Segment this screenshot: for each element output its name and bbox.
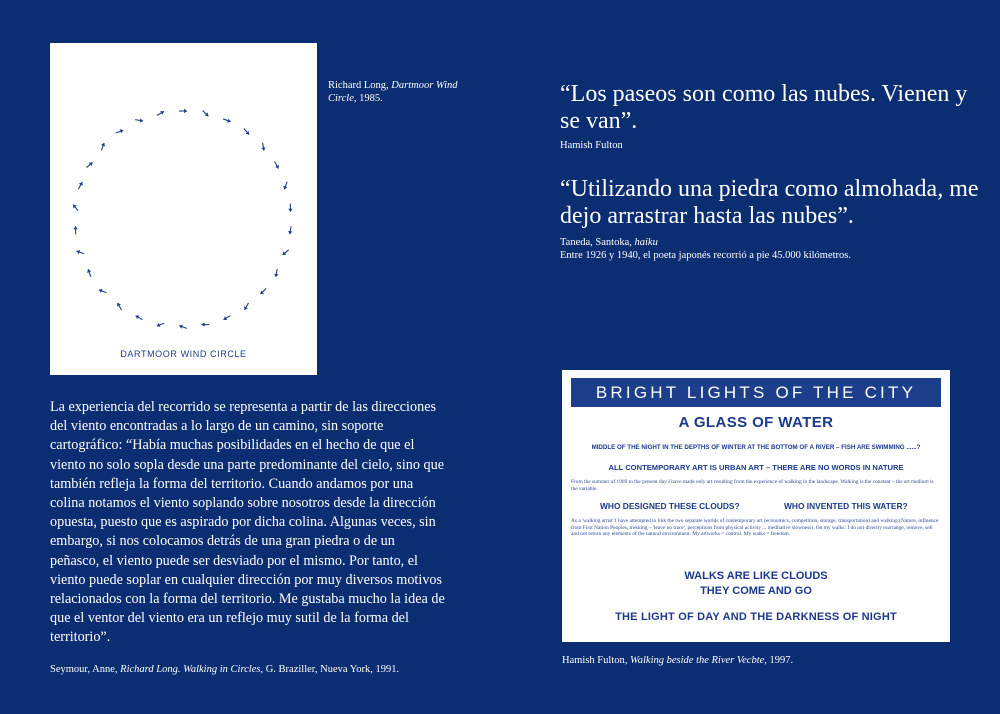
wind-arrow bbox=[222, 117, 231, 124]
wind-arrow bbox=[222, 314, 231, 322]
wind-circle-arrows bbox=[50, 43, 317, 343]
caption-title: Walking beside the River Vecbte bbox=[629, 655, 765, 666]
artwork-banner: BRIGHT LIGHTS OF THE CITY bbox=[571, 378, 941, 407]
wind-arrow bbox=[274, 269, 280, 278]
wind-arrow bbox=[202, 322, 210, 326]
wind-arrow bbox=[73, 226, 77, 234]
artwork-heading: A GLASS OF WATER bbox=[678, 414, 834, 431]
source-title: Richard Long. Walking in Circles bbox=[120, 664, 261, 675]
wind-arrow bbox=[273, 160, 281, 169]
wind-arrow bbox=[76, 181, 84, 190]
wind-arrow bbox=[260, 142, 266, 151]
wind-arrow bbox=[242, 127, 251, 136]
quote-santoka: “Utilizando una piedra como almohada, me dejo arrastrar hasta las nubes”. bbox=[560, 176, 979, 229]
artwork-small-text-1: From the summer of 1969 to the present day I have made only art resulting from the experience of walking in the landscape. Walking is the constant – the art medium is the variable. bbox=[571, 479, 934, 492]
wind-arrow bbox=[76, 249, 85, 256]
attribution-note: Entre 1926 y 1940, el poeta japonés recorrió a pie 45.000 kilómetros. bbox=[560, 250, 852, 261]
artwork-who-invented: WHO INVENTED THIS WATER? bbox=[784, 501, 908, 511]
wind-arrow bbox=[259, 287, 268, 296]
wind-arrow bbox=[179, 109, 187, 113]
wind-arrow bbox=[135, 117, 144, 123]
artwork-who-designed: WHO DESIGNED THESE CLOUDS? bbox=[600, 501, 740, 511]
quote-attribution-santoka bbox=[560, 236, 980, 262]
caption-artist: Richard Long, bbox=[328, 80, 392, 91]
quote-attribution-fulton: Hamish Fulton bbox=[560, 140, 623, 151]
walking-beside-river-artwork bbox=[562, 370, 950, 642]
artwork-light-of-day: THE LIGHT OF DAY AND THE DARKNESS OF NIGHT bbox=[615, 611, 897, 623]
artwork-line-middle-night: MIDDLE OF THE NIGHT IN THE DEPTHS OF WINTER AT THE BOTTOM OF A RIVER – FISH ARE SWIMMING ......? bbox=[591, 444, 921, 451]
dartmoor-wind-circle-artwork bbox=[50, 43, 317, 375]
wind-arrow bbox=[98, 288, 107, 295]
caption-year: , 1985. bbox=[353, 93, 383, 104]
wind-arrow bbox=[116, 302, 124, 311]
wind-arrow bbox=[85, 161, 94, 170]
artwork-caption-long bbox=[328, 79, 488, 105]
caption-title: Dartmoor Wind Circle bbox=[328, 80, 458, 104]
body-source-citation bbox=[50, 664, 470, 675]
artwork-small-text-2: As a 'walking artist' I have attempted to link the two separate worlds of contemporary art (economics, competition, storage, transportation) and walking (Nature, influence from First Nation Peoples, trekking – 'leave no trace', perceptions from physical activity ... meditative slowness). On my walks: I do not directly rearrange, remove, sell and not return any elements of the natural environment. My artworks = control. My walks = freedom. bbox=[571, 518, 939, 538]
quote-fulton: “Los paseos son como las nubes. Vienen y se van”. bbox=[560, 81, 968, 134]
attribution-form: haiku bbox=[634, 237, 658, 248]
caption-artist: Hamish Fulton, bbox=[562, 655, 630, 666]
artwork-walks-line-2: THEY COME AND GO bbox=[700, 585, 812, 597]
wind-arrow bbox=[156, 321, 165, 328]
source-rest: , G. Braziller, Nueva York, 1991. bbox=[260, 664, 400, 675]
wind-arrow bbox=[178, 324, 187, 331]
source-author: Seymour, Anne, bbox=[50, 664, 121, 675]
body-paragraph: La experiencia del recorrido se representa a partir de las direcciones del viento encontradas a lo largo de un camino, sin soporte cartográfico: “Había muchas posibilidades en el hecho de que el viento no solo sopla desde una parte predominante del cielo, sino que también refleja la forma del territorio. Cuando andamos por una colina notamos el viento soplando sobre nosotros desde la dirección opuesta, puesto que es aspirado por dicha colina. Algunas veces, sin embargo, si nos colocamos detrás de una gran piedra o de un peñasco, el viento puede ser desviado por el mismo. Por tanto, el viento puede soplar en cualquier dirección por muy diversos motivos relacionados con la forma del territorio. Me gustaba mucho la idea de que el ventor del viento era un reflejo muy sutil de la forma del territorio”. bbox=[50, 399, 445, 646]
wind-arrow bbox=[281, 248, 290, 257]
wind-arrow bbox=[115, 128, 124, 135]
artwork-walks-line-1: WALKS ARE LIKE CLOUDS bbox=[684, 570, 828, 582]
wind-arrow bbox=[135, 314, 144, 322]
wind-arrow bbox=[282, 181, 289, 190]
wind-arrow bbox=[243, 302, 251, 311]
artwork-caption-fulton bbox=[562, 655, 962, 666]
attribution-author: Taneda, Santoka, bbox=[560, 237, 635, 248]
wind-arrow bbox=[201, 109, 210, 118]
artwork-label: DARTMOOR WIND CIRCLE bbox=[120, 349, 247, 359]
wind-arrow bbox=[71, 203, 80, 212]
wind-arrow bbox=[156, 109, 165, 117]
wind-arrow bbox=[288, 204, 292, 212]
artwork-line-urban-art: ALL CONTEMPORARY ART IS URBAN ART – THERE ARE NO WORDS IN NATURE bbox=[608, 463, 904, 472]
wind-arrow bbox=[86, 268, 93, 277]
wind-arrow bbox=[99, 142, 106, 151]
caption-year: , 1997. bbox=[764, 655, 794, 666]
wind-arrow bbox=[288, 226, 294, 235]
